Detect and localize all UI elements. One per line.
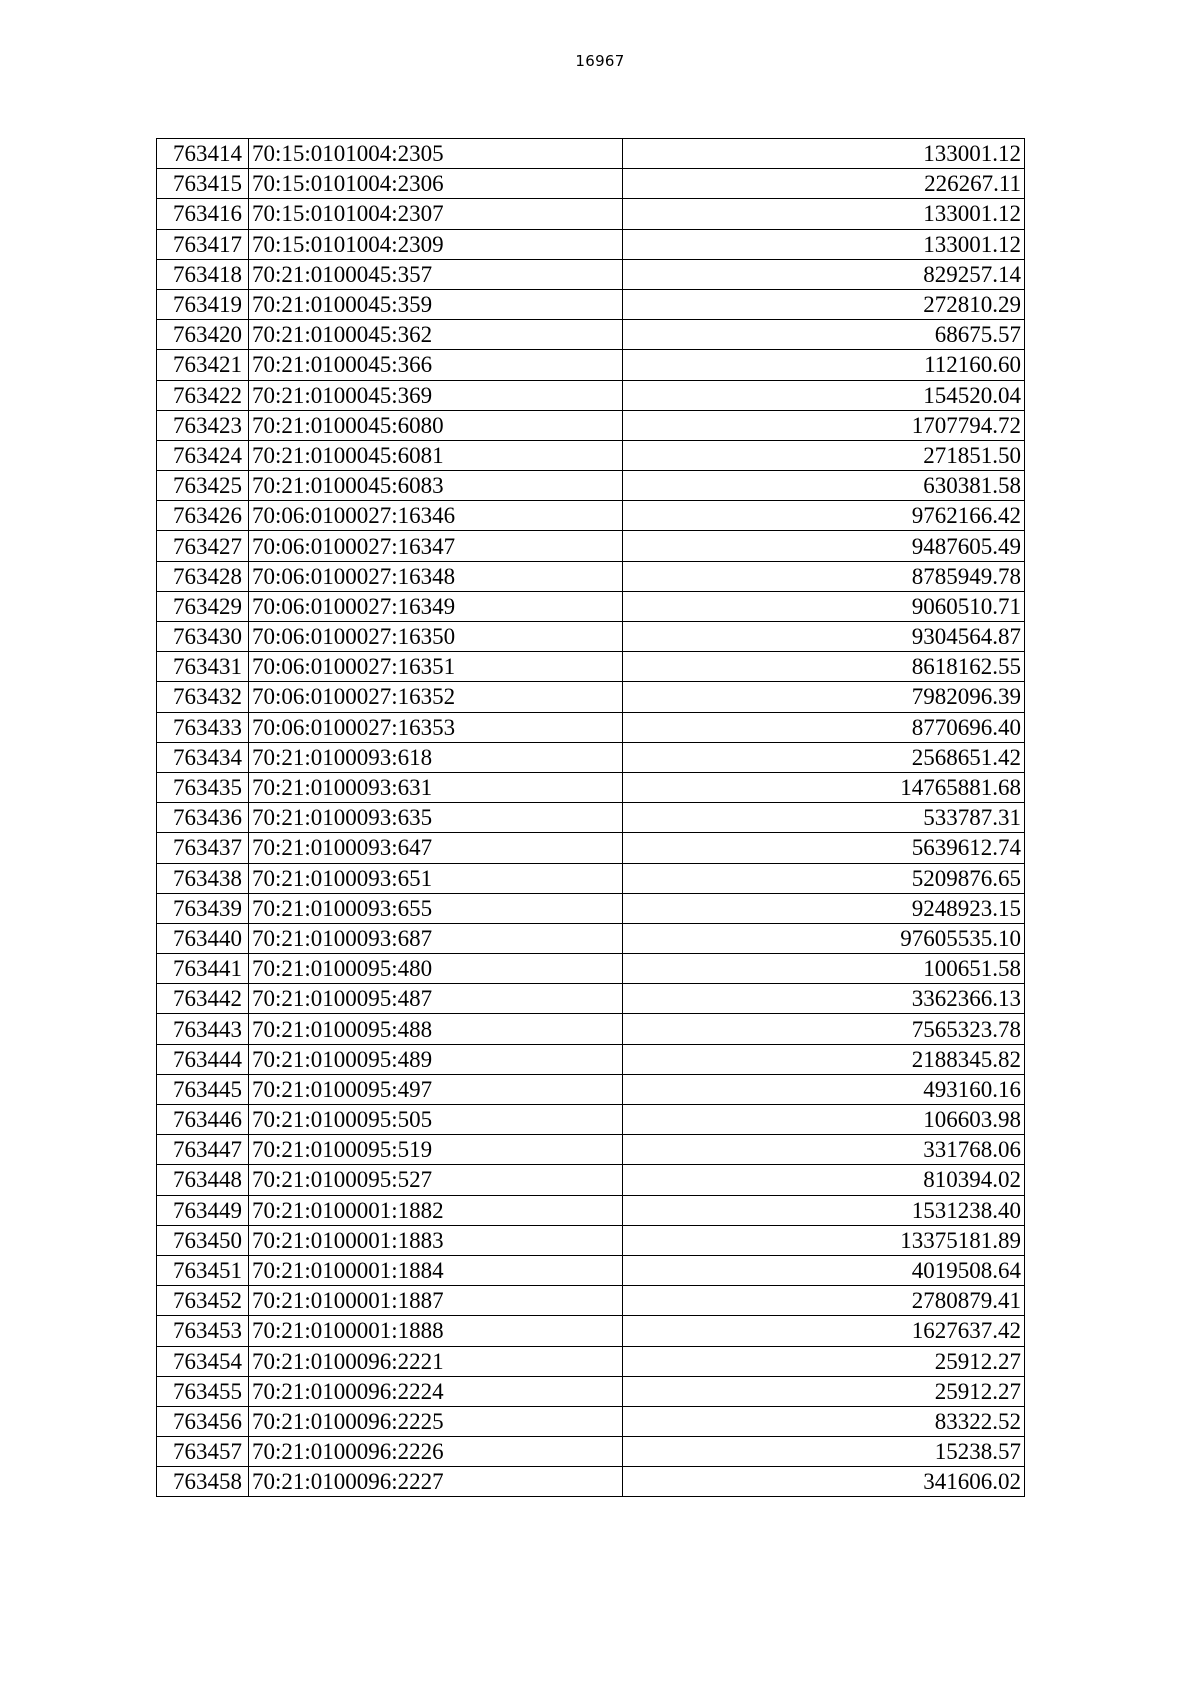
value-cell: 25912.27 [623,1346,1025,1376]
value-cell: 7565323.78 [623,1014,1025,1044]
value-cell: 133001.12 [623,199,1025,229]
value-cell: 97605535.10 [623,923,1025,953]
cadastral-number-cell: 70:21:0100001:1884 [249,1255,623,1285]
table-row [157,803,1025,833]
row-id-cell: 763433 [157,712,249,742]
table-row [157,1467,1025,1497]
table-row [157,350,1025,380]
value-cell: 2568651.42 [623,742,1025,772]
row-id-cell: 763456 [157,1406,249,1436]
value-cell: 9487605.49 [623,531,1025,561]
row-id-cell: 763446 [157,1105,249,1135]
row-id-cell: 763423 [157,410,249,440]
cadastral-number-cell: 70:21:0100096:2226 [249,1437,623,1467]
value-cell: 331768.06 [623,1135,1025,1165]
cadastral-number-cell: 70:21:0100045:366 [249,350,623,380]
cadastral-number-cell: 70:06:0100027:16348 [249,561,623,591]
row-id-cell: 763434 [157,742,249,772]
row-id-cell: 763454 [157,1346,249,1376]
cadastral-number-cell: 70:21:0100095:488 [249,1014,623,1044]
cadastral-number-cell: 70:21:0100045:6080 [249,410,623,440]
cadastral-number-cell: 70:21:0100095:527 [249,1165,623,1195]
row-id-cell: 763441 [157,954,249,984]
row-id-cell: 763427 [157,531,249,561]
row-id-cell: 763435 [157,772,249,802]
row-id-cell: 763432 [157,682,249,712]
row-id-cell: 763415 [157,169,249,199]
row-id-cell: 763439 [157,893,249,923]
cadastral-number-cell: 70:21:0100095:480 [249,954,623,984]
cadastral-number-cell: 70:21:0100093:635 [249,803,623,833]
table-row [157,682,1025,712]
value-cell: 106603.98 [623,1105,1025,1135]
cadastral-number-cell: 70:21:0100095:489 [249,1044,623,1074]
value-cell: 7982096.39 [623,682,1025,712]
cadastral-number-cell: 70:21:0100093:631 [249,772,623,802]
value-cell: 3362366.13 [623,984,1025,1014]
cadastral-number-cell: 70:21:0100095:519 [249,1135,623,1165]
cadastral-number-cell: 70:21:0100096:2227 [249,1467,623,1497]
value-cell: 341606.02 [623,1467,1025,1497]
row-id-cell: 763444 [157,1044,249,1074]
table-row [157,863,1025,893]
row-id-cell: 763417 [157,229,249,259]
table-row [157,984,1025,1014]
value-cell: 493160.16 [623,1074,1025,1104]
value-cell: 272810.29 [623,289,1025,319]
row-id-cell: 763450 [157,1225,249,1255]
table-row [157,712,1025,742]
row-id-cell: 763440 [157,923,249,953]
cadastral-value-table [156,138,1025,1497]
table-row [157,1316,1025,1346]
value-cell: 1627637.42 [623,1316,1025,1346]
table-row [157,1074,1025,1104]
value-cell: 25912.27 [623,1376,1025,1406]
row-id-cell: 763430 [157,622,249,652]
row-id-cell: 763424 [157,440,249,470]
cadastral-number-cell: 70:21:0100096:2225 [249,1406,623,1436]
cadastral-number-cell: 70:21:0100093:647 [249,833,623,863]
table-row [157,1014,1025,1044]
table-row [157,320,1025,350]
row-id-cell: 763425 [157,471,249,501]
value-cell: 9248923.15 [623,893,1025,923]
cadastral-number-cell: 70:21:0100045:6083 [249,471,623,501]
table-row [157,1376,1025,1406]
value-cell: 154520.04 [623,380,1025,410]
cadastral-number-cell: 70:15:0101004:2306 [249,169,623,199]
value-cell: 5639612.74 [623,833,1025,863]
row-id-cell: 763443 [157,1014,249,1044]
row-id-cell: 763438 [157,863,249,893]
table-row [157,742,1025,772]
row-id-cell: 763448 [157,1165,249,1195]
row-id-cell: 763416 [157,199,249,229]
cadastral-number-cell: 70:21:0100001:1888 [249,1316,623,1346]
table-row [157,561,1025,591]
table-row [157,1044,1025,1074]
table-row [157,531,1025,561]
table-row [157,471,1025,501]
cadastral-number-cell: 70:21:0100001:1882 [249,1195,623,1225]
value-cell: 226267.11 [623,169,1025,199]
table-row [157,622,1025,652]
row-id-cell: 763429 [157,591,249,621]
value-cell: 9060510.71 [623,591,1025,621]
cadastral-number-cell: 70:21:0100045:6081 [249,440,623,470]
cadastral-number-cell: 70:06:0100027:16349 [249,591,623,621]
table-row [157,652,1025,682]
cadastral-number-cell: 70:21:0100095:497 [249,1074,623,1104]
table-row [157,169,1025,199]
row-id-cell: 763453 [157,1316,249,1346]
cadastral-number-cell: 70:06:0100027:16346 [249,501,623,531]
cadastral-number-cell: 70:06:0100027:16352 [249,682,623,712]
cadastral-number-cell: 70:21:0100096:2224 [249,1376,623,1406]
table-row [157,440,1025,470]
value-cell: 9304564.87 [623,622,1025,652]
value-cell: 5209876.65 [623,863,1025,893]
row-id-cell: 763436 [157,803,249,833]
value-cell: 2188345.82 [623,1044,1025,1074]
value-cell: 630381.58 [623,471,1025,501]
cadastral-number-cell: 70:21:0100093:655 [249,893,623,923]
table-row [157,289,1025,319]
cadastral-number-cell: 70:21:0100093:687 [249,923,623,953]
value-cell: 1531238.40 [623,1195,1025,1225]
row-id-cell: 763419 [157,289,249,319]
table-row [157,954,1025,984]
table-row [157,1135,1025,1165]
cadastral-number-cell: 70:21:0100001:1887 [249,1286,623,1316]
row-id-cell: 763431 [157,652,249,682]
table-row [157,501,1025,531]
row-id-cell: 763452 [157,1286,249,1316]
value-cell: 8770696.40 [623,712,1025,742]
cadastral-number-cell: 70:06:0100027:16350 [249,622,623,652]
value-cell: 271851.50 [623,440,1025,470]
page-number: 16967 [575,52,625,70]
table-body [157,139,1025,1497]
value-cell: 83322.52 [623,1406,1025,1436]
row-id-cell: 763457 [157,1437,249,1467]
table-row [157,1346,1025,1376]
value-cell: 1707794.72 [623,410,1025,440]
row-id-cell: 763414 [157,139,249,169]
row-id-cell: 763451 [157,1255,249,1285]
row-id-cell: 763420 [157,320,249,350]
cadastral-number-cell: 70:21:0100095:487 [249,984,623,1014]
row-id-cell: 763449 [157,1195,249,1225]
row-id-cell: 763437 [157,833,249,863]
table-row [157,1195,1025,1225]
cadastral-number-cell: 70:21:0100045:362 [249,320,623,350]
table-row [157,199,1025,229]
table-row [157,1286,1025,1316]
value-cell: 112160.60 [623,350,1025,380]
table-row [157,1225,1025,1255]
cadastral-number-cell: 70:21:0100001:1883 [249,1225,623,1255]
table-row [157,591,1025,621]
table-row [157,1406,1025,1436]
value-cell: 8785949.78 [623,561,1025,591]
table-row [157,923,1025,953]
table-row [157,380,1025,410]
cadastral-number-cell: 70:21:0100093:651 [249,863,623,893]
cadastral-number-cell: 70:21:0100096:2221 [249,1346,623,1376]
cadastral-number-cell: 70:21:0100045:369 [249,380,623,410]
row-id-cell: 763418 [157,259,249,289]
value-cell: 100651.58 [623,954,1025,984]
row-id-cell: 763445 [157,1074,249,1104]
row-id-cell: 763455 [157,1376,249,1406]
table-row [157,893,1025,923]
cadastral-number-cell: 70:21:0100093:618 [249,742,623,772]
value-cell: 68675.57 [623,320,1025,350]
value-cell: 533787.31 [623,803,1025,833]
value-cell: 810394.02 [623,1165,1025,1195]
table-row [157,833,1025,863]
table-row [157,1105,1025,1135]
row-id-cell: 763447 [157,1135,249,1165]
value-cell: 133001.12 [623,139,1025,169]
row-id-cell: 763442 [157,984,249,1014]
table-row [157,1165,1025,1195]
table-row [157,1255,1025,1285]
cadastral-number-cell: 70:06:0100027:16353 [249,712,623,742]
value-cell: 15238.57 [623,1437,1025,1467]
cadastral-number-cell: 70:06:0100027:16351 [249,652,623,682]
table-row [157,1437,1025,1467]
row-id-cell: 763426 [157,501,249,531]
cadastral-number-cell: 70:06:0100027:16347 [249,531,623,561]
value-cell: 2780879.41 [623,1286,1025,1316]
value-cell: 4019508.64 [623,1255,1025,1285]
cadastral-number-cell: 70:15:0101004:2305 [249,139,623,169]
cadastral-number-cell: 70:21:0100045:357 [249,259,623,289]
cadastral-number-cell: 70:21:0100095:505 [249,1105,623,1135]
table-row [157,139,1025,169]
value-cell: 13375181.89 [623,1225,1025,1255]
value-cell: 14765881.68 [623,772,1025,802]
row-id-cell: 763421 [157,350,249,380]
table-row [157,259,1025,289]
row-id-cell: 763428 [157,561,249,591]
value-cell: 829257.14 [623,259,1025,289]
table-row [157,229,1025,259]
cadastral-number-cell: 70:15:0101004:2309 [249,229,623,259]
value-cell: 9762166.42 [623,501,1025,531]
cadastral-number-cell: 70:21:0100045:359 [249,289,623,319]
row-id-cell: 763422 [157,380,249,410]
value-cell: 133001.12 [623,229,1025,259]
table-row [157,772,1025,802]
table-row [157,410,1025,440]
cadastral-number-cell: 70:15:0101004:2307 [249,199,623,229]
row-id-cell: 763458 [157,1467,249,1497]
value-cell: 8618162.55 [623,652,1025,682]
